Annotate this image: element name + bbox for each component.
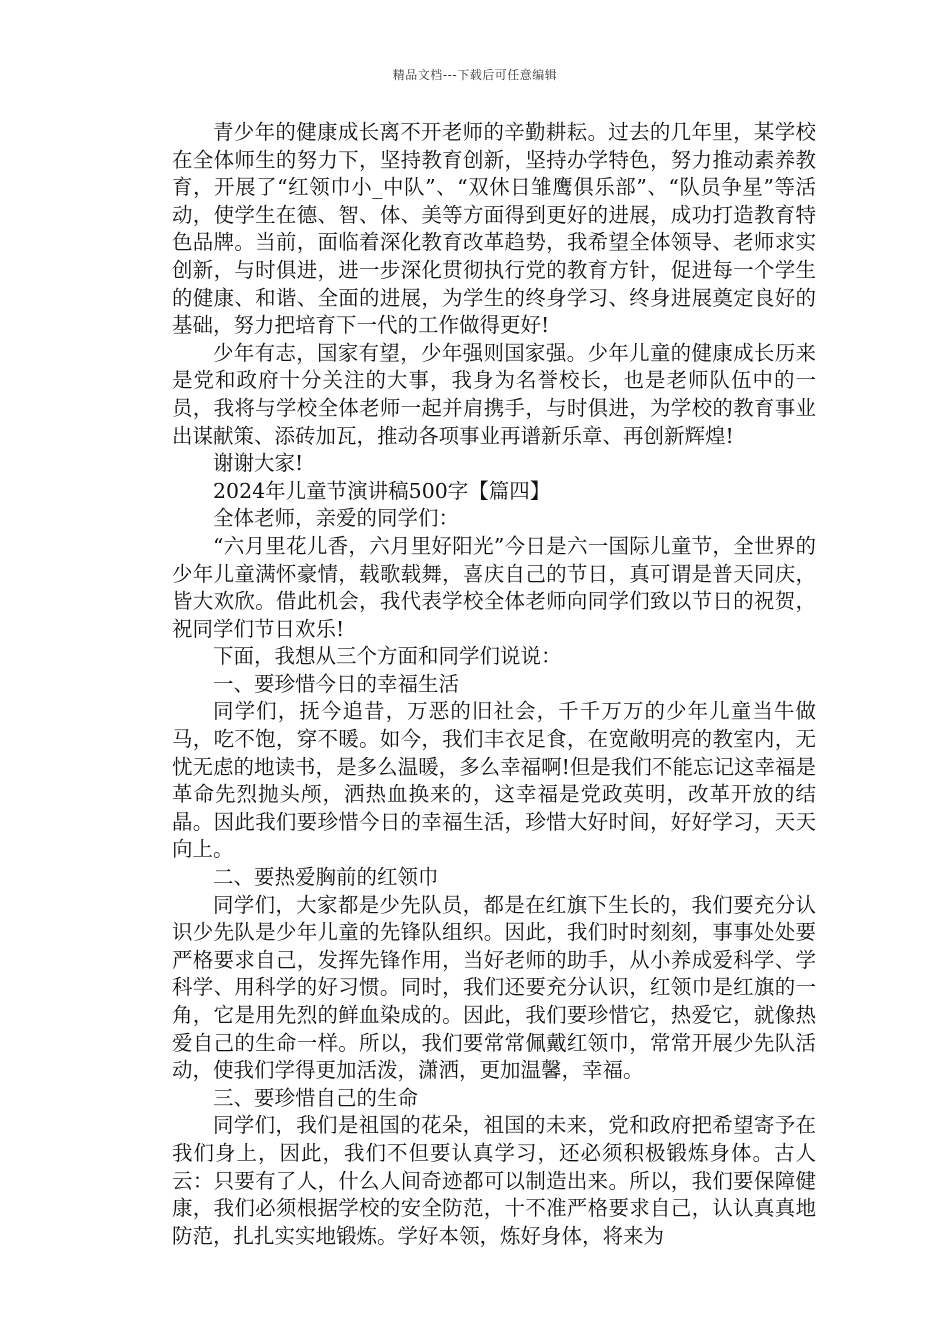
heading-cherish-own-life: 三、要珍惜自己的生命 [213, 1085, 418, 1110]
paragraph-thanks: 谢谢大家! [213, 451, 304, 476]
heading-cherish-happy-life: 一、要珍惜今日的幸福生活 [213, 671, 459, 696]
paragraph-three-aspects: 下面，我想从三个方面和同学们说说： [213, 644, 562, 669]
paragraph-youth-ambition: 少年有志，国家有望，少年强则国家强。少年儿童的健康成长历来是党和政府十分关注的大事，我身为名誉校长，也是老师队伍中的一员，我将与学校全体老师一起并肩携手，与时俱进，为学校的教育事业出谋献策、添砖加瓦，推动各项事业再谱新乐章、再创新辉煌! [172, 340, 816, 448]
paragraph-teachers-effort: 青少年的健康成长离不开老师的辛勤耕耘。过去的几年里，某学校在全体师生的努力下，坚持教育创新，坚持办学特色，努力推动素养教育，开展了“红领巾小_中队”、“双休日雏鹰俱乐部”、“队员争星”等活动，使学生在德、智、体、美等方面得到更好的进展，成功打造教育特色品牌。当前，面临着深化教育改革趋势，我希望全体领导、老师求实创新，与时俱进，进一步深化贯彻执行党的教育方针，促进每一个学生的健康、和谐、全面的进展，为学生的终身学习、终身进展奠定良好的基础，努力把培育下一代的工作做得更好! [172, 120, 816, 338]
paragraph-salutation: 全体老师，亲爱的同学们： [213, 506, 459, 531]
paragraph-cherish-own-life: 同学们，我们是祖国的花朵，祖国的未来，党和政府把希望寄予在我们身上，因此，我们不但要认真学习，还必须积极锻炼身体。古人云：只要有了人，什么人间奇迹都可以制造出来。所以，我们要保障健康，我们必须根据学校的安全防范，十不准严格要求自己，认认真真地防范，扎扎实实地锻炼。学好本领，炼好身体，将来为 [172, 1113, 816, 1248]
paragraph-love-red-scarf: 同学们，大家都是少先队员，都是在红旗下生长的，我们要充分认识少先队是少年儿童的先锋队组织。因此，我们时时刻刻，事事处处要严格要求自己，发挥先锋作用，当好老师的助手，从小养成爱科学、学科学、用科学的好习惯。同时，我们还要充分认识，红领巾是红旗的一角，它是用先烈的鲜血染成的。因此，我们要珍惜它，热爱它，就像热爱自己的生命一样。所以，我们要常常佩戴红领巾，常常开展少先队活动，使我们学得更加活泼，潇洒，更加温馨，幸福。 [172, 892, 816, 1083]
paragraph-childrens-day-greeting: “六月里花儿香，六月里好阳光”今日是六一国际儿童节，全世界的少年儿童满怀豪情，载歌载舞，喜庆自己的节日，真可谓是普天同庆，皆大欢欣。借此机会，我代表学校全体老师向同学们致以节日的祝贺，祝同学们节日欢乐! [172, 533, 816, 641]
heading-love-red-scarf: 二、要热爱胸前的红领巾 [213, 865, 439, 890]
paragraph-cherish-happy-life: 同学们，抚今追昔，万恶的旧社会，千千万万的少年儿童当牛做马，吃不饱，穿不暖。如今，我们丰衣足食，在宽敞明亮的教室内，无忧无虑的地读书，是多么温暖，多么幸福啊!但是我们不能忘记这幸福是革命先烈抛头颅，洒热血换来的，这幸福是党政英明，改革开放的结晶。因此我们要珍惜今日的幸福生活，珍惜大好时间，好好学习，天天向上。 [172, 699, 816, 862]
page-header: 精品文档---下载后可任意编辑 [392, 68, 558, 82]
document-body [172, 119, 816, 1250]
section-title-speech-four: 2024年儿童节演讲稿500字【篇四】 [213, 478, 551, 503]
